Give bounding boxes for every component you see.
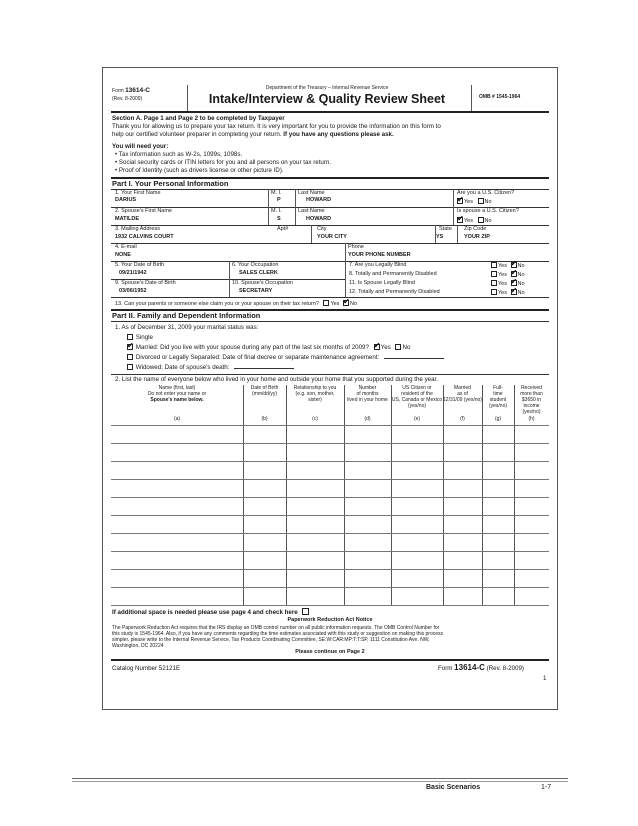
spouse-citizen-question: Is spouse a U.S. Citizen? [457, 208, 519, 214]
married-option: ✔ Married: Did you live with your spouse during any part of the last six months of 2009? ✔ Yes No [127, 344, 410, 351]
last-name-label: Last Name [298, 190, 325, 196]
spouse-blind-options: Yes ✔ No [491, 280, 525, 288]
dob-value[interactable]: 09/21/1942 [119, 270, 147, 276]
continue-note: Please continue on Page 2 [295, 649, 365, 655]
disabled-yes-checkbox[interactable] [491, 271, 497, 277]
first-name-label: 1. Your First Name [115, 190, 161, 196]
single-checkbox[interactable] [127, 334, 133, 340]
death-date-line[interactable] [234, 368, 294, 369]
table-row[interactable] [111, 462, 549, 479]
table-column-letter: (e) [413, 416, 421, 422]
divorced-checkbox[interactable] [127, 354, 133, 360]
spouse-citizen-yes-checkbox[interactable] [457, 217, 463, 223]
mi-value[interactable]: P [277, 197, 281, 203]
table-row[interactable] [111, 444, 549, 461]
married-checkbox[interactable] [127, 344, 133, 350]
mi-label: M. I. [271, 190, 282, 196]
table-row[interactable] [111, 426, 549, 443]
dependents-table [111, 385, 549, 605]
catalog-number: Catalog Number 52121E [112, 665, 181, 672]
phone-value[interactable]: YOUR PHONE NUMBER [348, 252, 411, 258]
spouse-last-name-label: Last Name [298, 208, 325, 214]
spouse-occupation-label: 10. Spouse's Occupation [232, 280, 293, 286]
spouse-disabled-options: Yes ✔ No [491, 289, 525, 297]
spouse-disabled-no-checkbox[interactable] [511, 289, 517, 295]
table-column-header: Number of months lived in your home [347, 385, 388, 403]
table-column-letter: (g) [494, 416, 502, 422]
spouse-dob-value[interactable]: 03/06/1952 [119, 288, 147, 294]
widowed-checkbox[interactable] [127, 364, 133, 370]
part-1-title: Part I. Your Personal Information [112, 179, 229, 188]
spouse-mi-value[interactable]: S [277, 216, 281, 222]
citizen-no-checkbox[interactable] [478, 198, 484, 204]
table-row[interactable] [111, 498, 549, 515]
department-text: Department of the Treasury – Internal Revenue Service [265, 85, 389, 91]
disabled-options: Yes ✔ No [491, 271, 525, 279]
need-title: You will need your: [112, 143, 169, 150]
zip-label: Zip Code [464, 226, 487, 232]
notice-line-1: The Paperwork Reduction Act requires that the IRS display an OMB control number on all public information requests. The OMB Control Number for [112, 625, 440, 631]
address-value[interactable]: 1932 CALVINS COURT [115, 234, 174, 240]
form-title: Intake/Interview & Quality Review Sheet [208, 92, 446, 106]
spouse-first-name-label: 2. Spouse's First Name [115, 208, 172, 214]
table-column-header: Name (first, last) Do not enter your name or Spouse's name below. [147, 385, 207, 403]
intro-line-1: Thank you for allowing us to prepare your tax return. It is very important for you to provide the information on this form to [112, 123, 441, 130]
spouse-first-name-value[interactable]: MATILDE [115, 216, 140, 222]
table-column-header: Relationship to you (e.g. son, mother, sister) [293, 385, 337, 403]
form-footer-id: Form 13614-C (Rev. 8-2009) [438, 663, 524, 672]
spouse-dob-label: 9. Spouse's Date of Birth [115, 280, 176, 286]
occupation-label: 6. Your Occupation [232, 262, 279, 268]
blind-yes-checkbox[interactable] [491, 262, 497, 268]
table-row[interactable] [111, 570, 549, 587]
claimed-question: 13. Can your parents or someone else claim you or your spouse on their tax return? Yes ✔ No [115, 300, 357, 308]
spouse-blind-yes-checkbox[interactable] [491, 280, 497, 286]
claimed-no-checkbox[interactable] [343, 300, 349, 306]
omb-number: OMB # 1545-1964 [479, 94, 521, 100]
table-column-letter: (a) [173, 416, 181, 422]
bullet-1: • Tax information such as W-2s, 1099s, 1098s. [115, 151, 243, 158]
footer-section: Basic Scenarios [426, 784, 481, 791]
citizen-question: Are you a U.S. Citizen? [457, 190, 515, 196]
paperwork-notice-title: Paperwork Reduction Act Notice [287, 617, 373, 623]
form-page-number: 1 [543, 675, 547, 682]
footer-page: 1-7 [541, 784, 552, 791]
table-row[interactable] [111, 552, 549, 569]
phone-label: Phone [348, 244, 364, 250]
city-value[interactable]: YOUR CITY [317, 234, 347, 240]
citizen-yes-checkbox[interactable] [457, 198, 463, 204]
table-row[interactable] [111, 480, 549, 497]
additional-space-note: If additional space is needed please use page 4 and check here [112, 608, 310, 616]
table-column-header: Date of Birth (mm/dd/yy) [250, 385, 279, 397]
table-column-letter: (f) [460, 416, 465, 422]
spouse-occupation-value[interactable]: SECRETARY [239, 288, 273, 294]
blind-label: 7. Are you Legally Blind [349, 262, 407, 268]
dependents-question: 2. List the name of everyone below who lived in your home and outside your home that you supported during the year. [115, 376, 438, 383]
marital-question: 1. As of December 31, 2009 your marital status was: [115, 324, 259, 331]
bullet-2: • Social security cards or ITIN letters for you and all persons on your tax return. [115, 159, 332, 166]
zip-value[interactable]: YOUR ZIP [464, 234, 490, 240]
email-label: 4. E-mail [115, 244, 137, 250]
claimed-yes-checkbox[interactable] [323, 300, 329, 306]
lived-with-spouse-yes-checkbox[interactable] [374, 344, 380, 350]
dob-label: 5. Your Date of Birth [115, 262, 165, 268]
table-column-header: Received more than $3650 in income (yes/no) [520, 385, 543, 415]
notice-line-3: simpler, please write to the Internal Revenue Service, Tax Products Coordinating Committee, SE:W:CAR:MP:T:T:SP, 1111 Constitution Ave. NW, [112, 637, 430, 643]
spouse-blind-label: 11. Is Spouse Legally Blind [349, 280, 415, 286]
apt-label: Apt# [277, 226, 289, 232]
table-column-letter: (b) [261, 416, 268, 422]
lived-with-spouse-no-checkbox[interactable] [395, 344, 401, 350]
notice-line-2: this study is 1545-1964. Also, if you have any comments regarding the time estimates associated with this study or suggestion on making this process [112, 631, 444, 637]
table-column-letter: (d) [364, 416, 371, 422]
footer-rule-lower [72, 781, 568, 782]
footer-rule [72, 778, 568, 779]
table-column-header: US Citizen or resident of the US, Canada or Mexico (yes/no) [391, 385, 443, 409]
table-column-letter: (c) [312, 416, 318, 422]
spouse-citizen-no-checkbox[interactable] [478, 217, 484, 223]
table-column-header: Full- time student (yes/no) [488, 385, 508, 409]
bullet-3: • Proof of Identity (such as drivers license or other picture ID). [115, 167, 284, 174]
state-value[interactable]: YS [436, 234, 444, 240]
occupation-value[interactable]: SALES CLERK [239, 270, 278, 276]
form-label-header: Form 13614-C [112, 87, 150, 94]
table-row[interactable] [111, 516, 549, 533]
divorced-option: Divorced or Legally Separated: Date of final decree or separate maintenance agreement: [127, 354, 444, 361]
spouse-citizen-options: ✔Yes No [457, 217, 492, 225]
form-rev-header: (Rev. 8-2009) [112, 96, 143, 102]
state-label: State [439, 226, 452, 232]
additional-space-checkbox[interactable] [302, 608, 309, 615]
widowed-option: Widowed: Date of spouse's death: [127, 364, 294, 371]
table-row[interactable] [111, 588, 549, 605]
divorce-date-line[interactable] [384, 358, 444, 359]
first-name-value[interactable]: DARIUS [115, 197, 137, 203]
spouse-disabled-label: 12. Totally and Permanently Disabled [349, 289, 440, 295]
table-column-letter: (h) [528, 416, 535, 422]
intro-line-2: help our certified volunteer preparer in completing your return. If you have any questions please ask. [112, 131, 394, 138]
single-option: Single [127, 334, 153, 341]
part-2-title: Part II. Family and Dependent Information [112, 311, 261, 320]
address-label: 3. Mailing Address [115, 226, 160, 232]
email-value[interactable]: NONE [115, 252, 131, 258]
table-row[interactable] [111, 534, 549, 551]
notice-line-4: Washington, DC 20224 [112, 643, 164, 649]
city-label: City [317, 226, 327, 232]
spouse-disabled-yes-checkbox[interactable] [491, 289, 497, 295]
spouse-last-name-value[interactable]: HOWARD [306, 216, 332, 222]
blind-options: Yes ✔ No [491, 262, 525, 270]
disabled-label: 8. Totally and Permanently Disabled [349, 271, 437, 277]
table-row-line [111, 605, 549, 606]
citizen-options: ✔Yes No [457, 198, 492, 206]
last-name-value[interactable]: HOWARD [306, 197, 332, 203]
section-a-title: Section A. Page 1 and Page 2 to be completed by Taxpayer [112, 115, 285, 122]
spouse-mi-label: M. I. [271, 208, 282, 214]
table-column-header: Married as of 12/31/09 (yes/no) [443, 385, 482, 403]
